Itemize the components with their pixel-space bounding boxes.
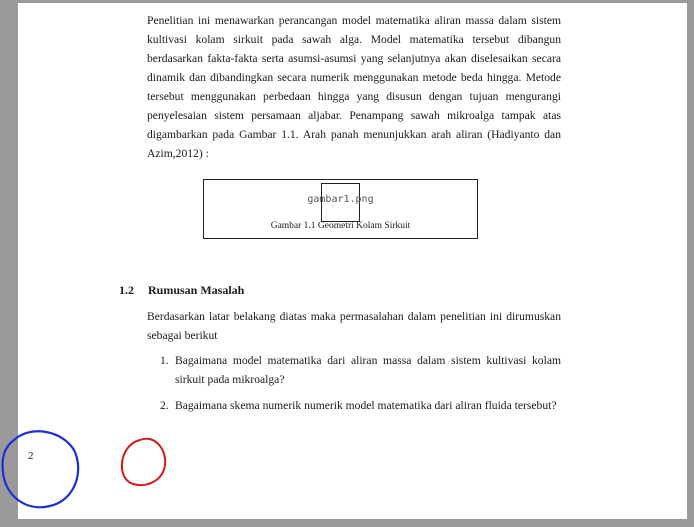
viewer-background-left bbox=[0, 0, 18, 527]
viewer-background-bottom bbox=[18, 519, 687, 527]
figure-image-placeholder: gambar1.png bbox=[307, 194, 374, 205]
list-marker: 1. bbox=[160, 354, 169, 367]
list-item-text: Bagaimana model matematika dari aliran massa dalam sistem kultivasi kolam sirkuit pada mikroalga? bbox=[175, 354, 561, 386]
section-heading bbox=[119, 283, 244, 298]
page-number: 2 bbox=[28, 450, 34, 462]
section-title: Rumusan Masalah bbox=[148, 283, 245, 297]
list-item-text: Bagaimana skema numerik numerik model matematika dari aliran fluida tersebut? bbox=[175, 399, 557, 412]
list-marker: 2. bbox=[160, 399, 169, 412]
paragraph-intro: Penelitian ini menawarkan perancangan model matematika aliran massa dalam sistem kultivasi kolam sirkuit pada sawah alga. Model matematika tersebut dibangun berdasarkan fakta-fakta serta asumsi-asumsi yang selanjutnya akan diselesaikan secara dinamik dan dibandingkan secara numerik menggunakan metode beda hingga. Metode tersebut menggunakan perbedaan hingga yang disusun dengan tujuan mengurangi penyelesaian sistem persamaan aljabar. Penampang sawah mikroalga tampak atas digambarkan pada Gambar 1.1. Arah panah menunjukkan arah aliran (Hadiyanto dan Azim,2012) : bbox=[147, 14, 561, 160]
list-item bbox=[160, 351, 561, 389]
section-number: 1.2 bbox=[119, 283, 134, 297]
paragraph-problem-statement: Berdasarkan latar belakang diatas maka permasalahan dalam penelitian ini dirumuskan sebagai berikut bbox=[147, 310, 561, 342]
figure-caption: Gambar 1.1 Geometri Kolam Sirkuit bbox=[270, 221, 411, 231]
figure-1-1 bbox=[203, 179, 478, 239]
list-item bbox=[160, 396, 561, 415]
viewer-background-right bbox=[687, 0, 694, 527]
